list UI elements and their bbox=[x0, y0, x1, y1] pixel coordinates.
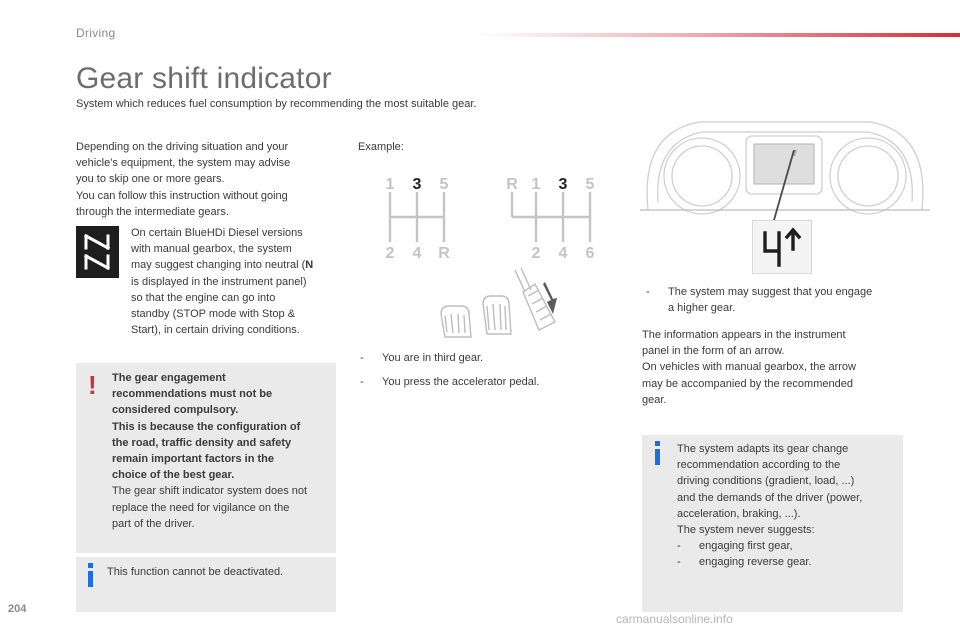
right-info-paragraph bbox=[642, 327, 856, 408]
warning-bold-line: remain important factors in the bbox=[112, 453, 274, 466]
gear-label-top-1: 3 bbox=[412, 176, 422, 193]
page-number: 204 bbox=[8, 603, 27, 615]
warning-bold-line: The gear engagement bbox=[112, 372, 226, 384]
bluehdi-paragraph bbox=[131, 225, 313, 338]
info-box-line: and the demands of the driver (power, bbox=[677, 491, 863, 504]
neutral-symbol: N bbox=[305, 259, 314, 272]
section-label: Driving bbox=[76, 26, 116, 40]
bluehdi-line: Start), in certain driving conditions. bbox=[131, 324, 300, 337]
bluehdi-line-text: may suggest changing into neutral ( bbox=[131, 259, 306, 272]
example-label: Example: bbox=[358, 141, 404, 153]
gear-label-bottom-1: 4 bbox=[412, 245, 422, 262]
intro-line: Depending on the driving situation and your bbox=[76, 141, 289, 153]
gear-label-bottom-1: 4 bbox=[558, 245, 568, 262]
gearbox-5-speed-diagram bbox=[380, 172, 460, 262]
warning-bold-line: choice of the best gear. bbox=[112, 469, 235, 482]
header-accent-bar bbox=[478, 33, 960, 37]
info-box-line: The system never suggests: bbox=[677, 524, 815, 537]
gear-label-bottom-0: 2 bbox=[531, 245, 541, 262]
info-box-text bbox=[677, 441, 862, 538]
bluehdi-line: with manual gearbox, the system bbox=[131, 243, 292, 256]
right-info-line: panel in the form of an arrow. bbox=[642, 345, 785, 358]
page-subtitle: System which reduces fuel consumption by recommending the most suitable gear. bbox=[76, 98, 477, 110]
info-box-line: acceleration, braking, ...). bbox=[677, 507, 801, 520]
bluehdi-line: standby (STOP mode with Stop & bbox=[131, 308, 296, 321]
pedals-illustration bbox=[435, 262, 565, 342]
right-bullet: - The system may suggest that you engage a higher gear. bbox=[646, 286, 873, 314]
gear-label-bottom-2: 6 bbox=[585, 245, 595, 262]
info-box-bullet: - engaging first gear, bbox=[677, 540, 793, 552]
gearbox-6-speed-diagram bbox=[500, 172, 610, 262]
intro-line: through the intermediate gears. bbox=[76, 205, 229, 218]
warning-bold-line: considered compulsory. bbox=[112, 404, 239, 417]
page-title: Gear shift indicator bbox=[76, 62, 332, 95]
info-icon bbox=[86, 563, 96, 587]
gear-label-top-1: 1 bbox=[531, 176, 541, 193]
example-bullet: - You are in third gear. bbox=[360, 352, 484, 364]
right-info-line: The information appears in the instrument bbox=[642, 329, 846, 341]
gear-label-bottom-2: R bbox=[438, 245, 450, 262]
gear-label-top-0: 1 bbox=[385, 176, 395, 193]
intro-line: you to skip one or more gears. bbox=[76, 173, 225, 186]
neutral-indicator-icon bbox=[76, 226, 119, 278]
example-bullet: - You press the accelerator pedal. bbox=[360, 376, 540, 388]
warning-exclamation-icon: ! bbox=[88, 370, 97, 400]
warning-bold-line: This is because the configuration of bbox=[112, 420, 301, 433]
watermark: carmanualsonline.info bbox=[616, 612, 733, 626]
warning-line: The gear shift indicator system does not bbox=[112, 485, 308, 498]
info-box-line: driving conditions (gradient, load, ...) bbox=[677, 475, 855, 488]
info-small-text: This function cannot be deactivated. bbox=[107, 566, 284, 578]
bluehdi-line: is displayed in the instrument panel) bbox=[131, 275, 307, 288]
intro-line: You can follow this instruction without going bbox=[76, 189, 288, 202]
warning-bold-line: recommendations must not be bbox=[112, 388, 273, 401]
right-info-line: gear. bbox=[642, 393, 667, 406]
warning-bold-line: the road, traffic density and safety bbox=[112, 436, 292, 449]
warning-line: part of the driver. bbox=[112, 517, 195, 530]
right-info-line: On vehicles with manual gearbox, the arrow bbox=[642, 361, 856, 374]
bluehdi-line: On certain BlueHDi Diesel versions bbox=[131, 227, 303, 239]
info-box-line: The system adapts its gear change bbox=[677, 443, 849, 455]
info-box-bullet: - engaging reverse gear. bbox=[677, 556, 812, 568]
info-icon bbox=[653, 441, 663, 465]
gear-label-top-3: 5 bbox=[585, 176, 595, 193]
warning-line: replace the need for vigilance on the bbox=[112, 501, 290, 514]
warning-text bbox=[112, 370, 307, 532]
info-box-line: recommendation according to the bbox=[677, 459, 841, 472]
intro-line: vehicle's equipment, the system may advise bbox=[76, 157, 291, 170]
intro-paragraph bbox=[76, 139, 290, 220]
bluehdi-line bbox=[131, 257, 313, 273]
gear-label-top-0: R bbox=[506, 176, 518, 193]
gear-label-top-2: 3 bbox=[558, 176, 568, 193]
bluehdi-line: so that the engine can go into bbox=[131, 291, 276, 304]
gear-label-top-2: 5 bbox=[439, 176, 449, 193]
gear-label-bottom-0: 2 bbox=[385, 245, 395, 262]
right-info-line: may be accompanied by the recommended bbox=[642, 377, 853, 390]
gear-indicator-display bbox=[752, 220, 812, 274]
